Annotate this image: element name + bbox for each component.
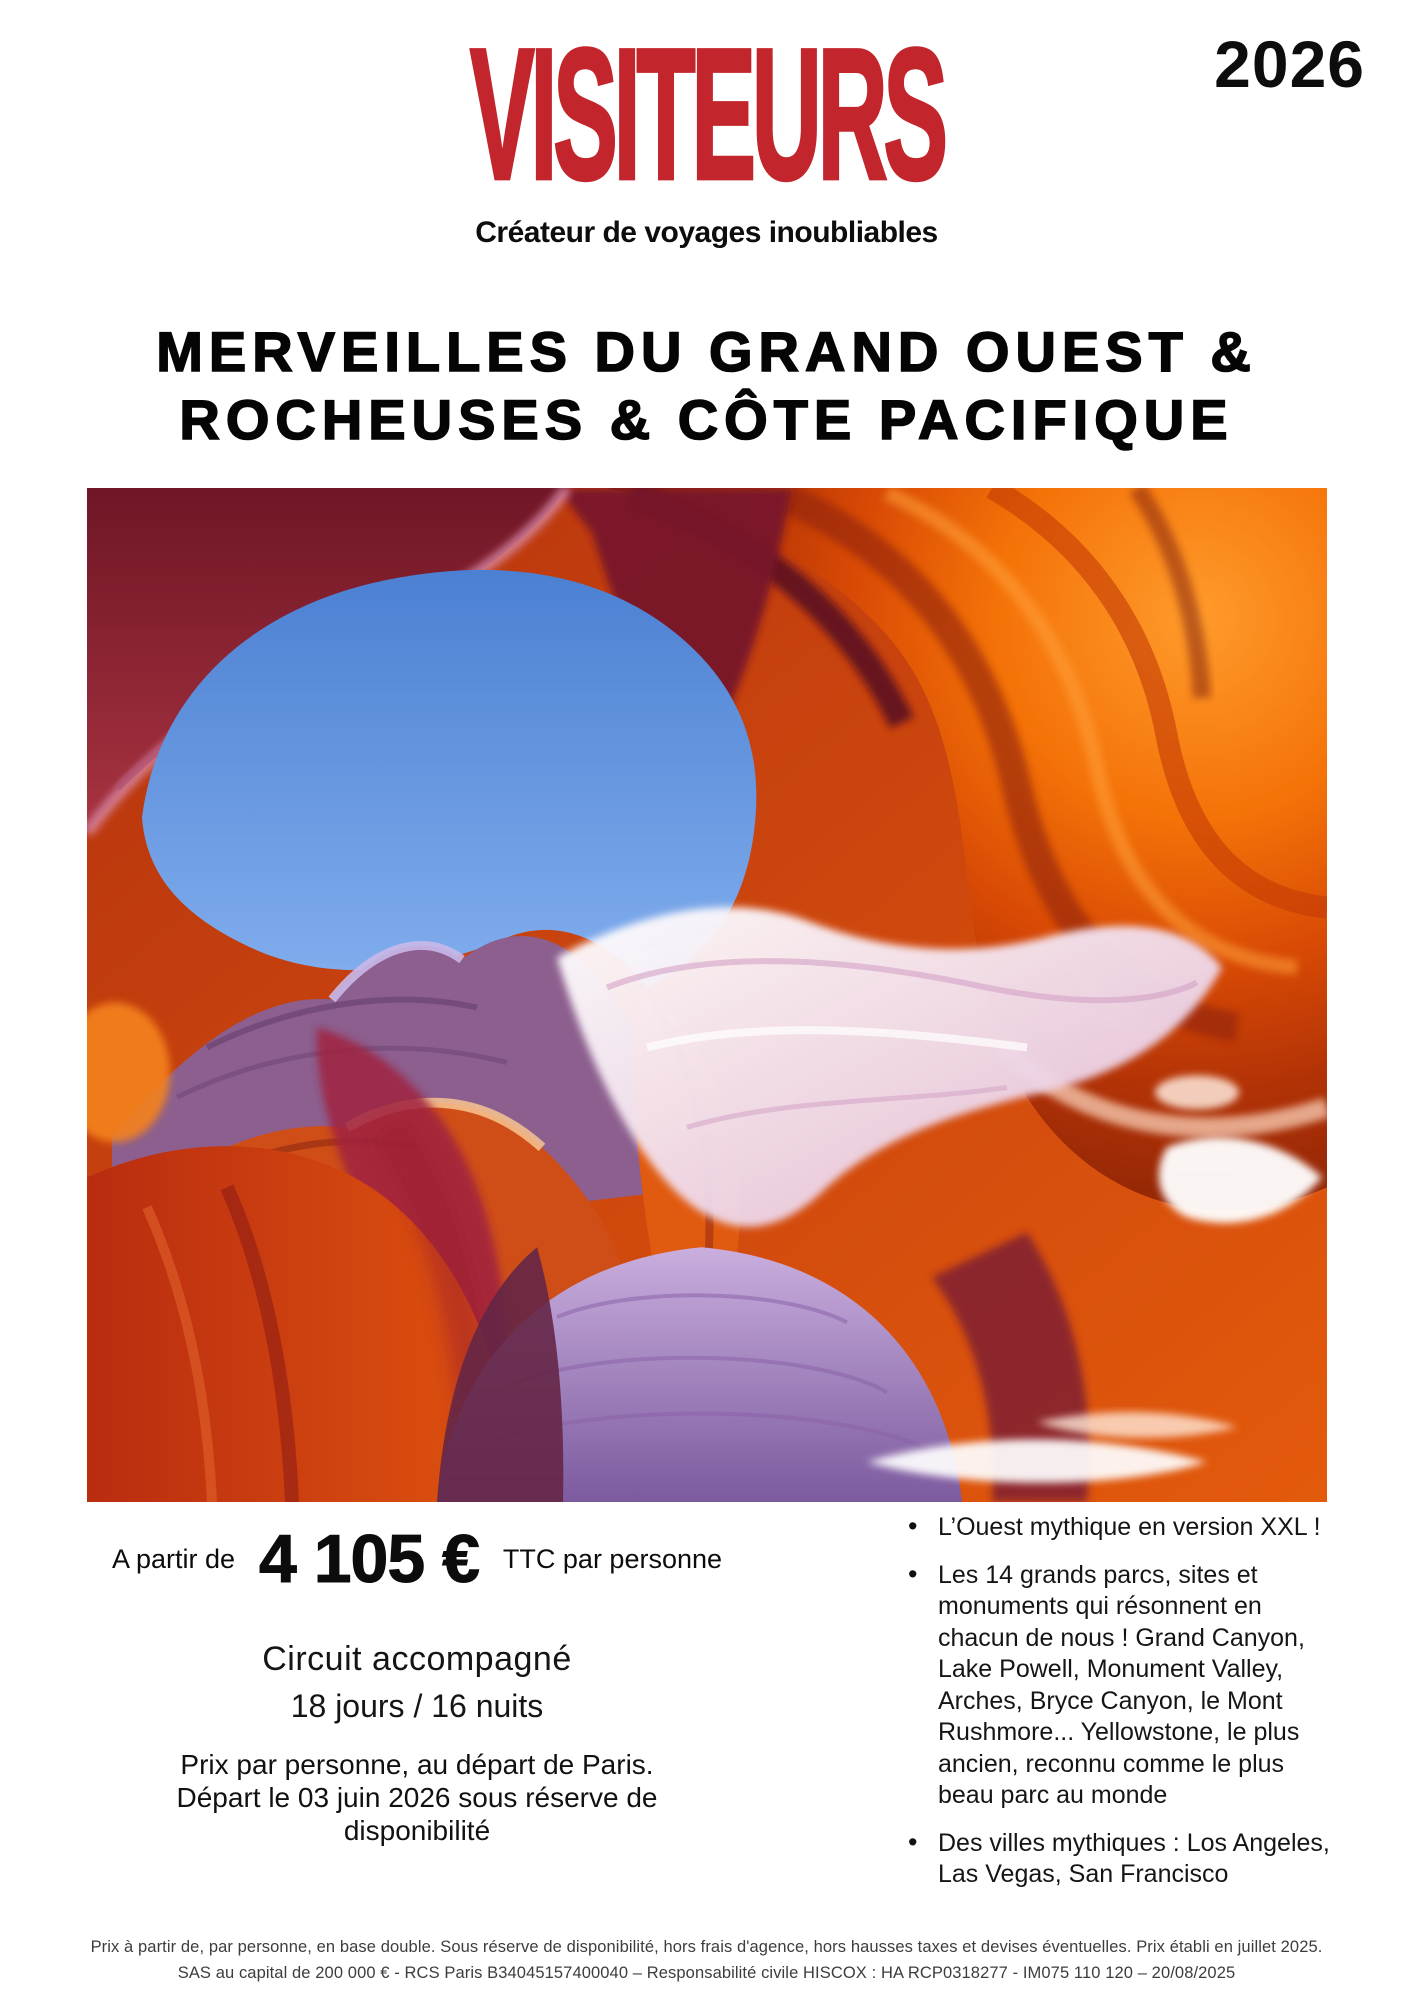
bullet-icon: • bbox=[908, 1511, 918, 1541]
highlight-item bbox=[902, 1512, 1330, 1544]
brand-logo bbox=[0, 10, 1413, 220]
highlight-item bbox=[902, 1828, 1330, 1891]
brand-tagline: Créateur de voyages inoubliables bbox=[475, 216, 938, 249]
page-title-line2: ROCHEUSES & CÔTE PACIFIQUE bbox=[179, 388, 1234, 451]
footer-line1: Prix à partir de, par personne, en base double. Sous réserve de disponibilité, hors frais d'agence, hors hausses taxes et devises éventuelles. Prix établi en juillet 2025. bbox=[90, 1938, 1323, 1956]
tour-duration: 18 jours / 16 nuits bbox=[290, 1688, 544, 1724]
tour-type: Circuit accompagné bbox=[262, 1640, 572, 1678]
year-badge: 2026 bbox=[1214, 27, 1365, 101]
page-title-line1: MERVEILLES DU GRAND OUEST & bbox=[156, 320, 1257, 383]
departure-note bbox=[87, 1748, 747, 1847]
bullet-icon: • bbox=[908, 1558, 918, 1589]
price-prefix: A partir de bbox=[111, 1543, 236, 1574]
highlights-list bbox=[902, 1512, 1330, 1907]
departure-note-line3: disponibilité bbox=[343, 1815, 491, 1846]
highlight-text: L’Ouest mythique en version XXL ! bbox=[938, 1513, 1321, 1541]
highlight-item bbox=[902, 1560, 1330, 1812]
departure-note-line2: Départ le 03 juin 2026 sous réserve de bbox=[176, 1782, 658, 1813]
highlight-text: Des villes mythiques : Los Angeles, Las Vegas, San Francisco bbox=[938, 1828, 1330, 1888]
departure-note-line1: Prix par personne, au départ de Paris. bbox=[180, 1749, 654, 1780]
brand-logo-text: VISITEURS bbox=[469, 10, 944, 220]
price-suffix: TTC par personne bbox=[502, 1543, 723, 1574]
bullet-icon: • bbox=[908, 1826, 918, 1857]
price-row bbox=[87, 1516, 747, 1602]
footer-legal bbox=[0, 1934, 1413, 1986]
footer-line2: SAS au capital de 200 000 € - RCS Paris B34045157400040 – Responsabilité civile HISCOX : HA RCP0318277 - IM075 110 120 – 20/08/2025 bbox=[177, 1964, 1236, 1982]
page-title bbox=[0, 318, 1413, 454]
price-value: 4 105 € bbox=[259, 1521, 479, 1597]
antelope-canyon-photo bbox=[87, 488, 1327, 1502]
highlight-text: Les 14 grands parcs, sites et monuments qui résonnent en chacun de nous ! Grand Canyon, Lake Powell, Monument Valley, Arches, Bryce Canyon, le Mont Rushmore... Yellowstone, le plus ancien, reconnu comme le plus beau parc au monde bbox=[938, 1560, 1305, 1809]
